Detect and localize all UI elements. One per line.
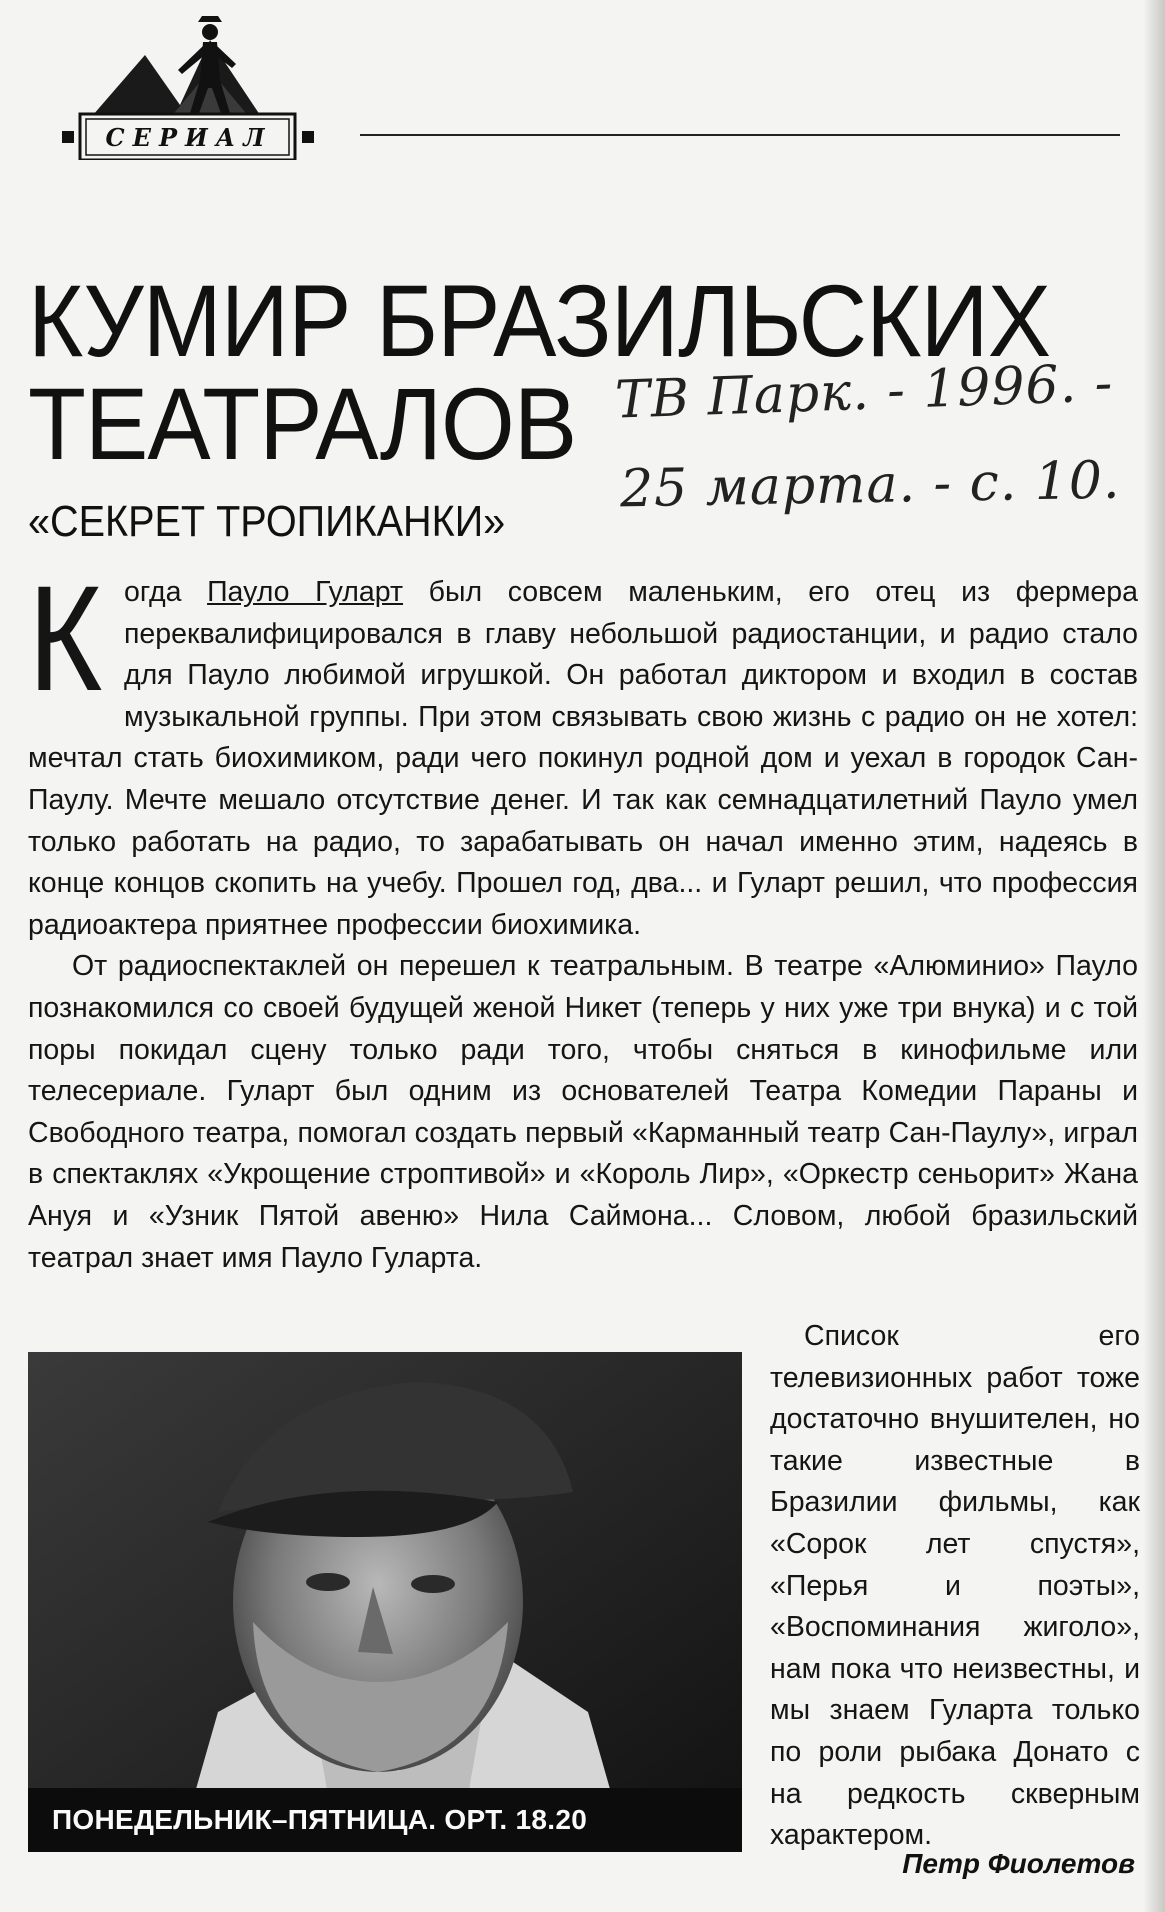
actor-photo: [28, 1352, 742, 1852]
paragraph-1-start: огда: [124, 576, 208, 608]
paragraph-3: Список его телевизионных работ тоже достаточно внушителен, но такие известные в Бразилии фильмы, как «Сорок лет спустя», «Перья и поэты», «Воспоминания жиголо», нам пока что неизвестны, и мы знаем Гуларта только по роли рыбака Донато с на редкость скверным характером.: [770, 1320, 1140, 1852]
handwritten-note-line-1: ТВ Парк. - 1996. -: [614, 353, 1115, 431]
rubric-divider: [360, 134, 1120, 136]
paragraph-1: [28, 554, 1138, 946]
paragraph-2: От радиоспектаклей он перешел к театральным. В театре «Алюминио» Пауло познакомился со своей будущей женой Никет (теперь у них уже три внука) и с той поры покидал сцену только ради того, чтобы сняться в кинофильме или телесериале. Гуларт был одним из основателей Театра Комедии Параны и Свободного театра, помогал создать первый «Карманный театр Сан-Паулу», играл в спектаклях «Укрощение строптивой» и «Король Лир», «Оркестр сеньорит» Жана Ануя и «Узник Пятой авеню» Нила Саймона... Словом, любой бразильский театрал знает имя Пауло Гуларта.: [28, 950, 1138, 1274]
subheadline: «СЕКРЕТ ТРОПИКАНКИ»: [28, 497, 506, 546]
rubric-label: СЕРИАЛ: [105, 122, 273, 152]
headline-line-2: ТЕАТРАЛОВ: [28, 367, 577, 481]
handwritten-note-line-2: 25 марта. - с. 10.: [619, 450, 1121, 520]
side-column: [770, 1316, 1140, 1857]
drop-cap: К: [28, 554, 103, 722]
scan-edge-shadow: [1143, 0, 1165, 1912]
headline-line-1: КУМИР БРАЗИЛЬСКИХ: [28, 264, 1051, 378]
article-body: [28, 554, 1138, 1279]
broadcast-schedule-caption: ПОНЕДЕЛЬНИК–ПЯТНИЦА. ОРТ. 18.20: [28, 1788, 742, 1852]
portrait-image: [28, 1352, 742, 1852]
author-byline: Петр Фиолетов: [902, 1848, 1135, 1879]
paragraph-1-rest: был совсем маленьким, его отец из фермера переквалифицировался в главу небольшой радиостанции, и радио стало для Пауло любимой игрушкой. Он работал диктором и входил в состав музыкальной группы. При этом связывать свою жизнь с радио он не хотел: мечтал стать биохимиком, ради чего покинул родной дом и уехал в городок Сан-Паулу. Мечте мешало отсутствие денег. И так как семнадцатилетний Пауло умел только работать на радио, то зарабатывать он начал именно этим, надеясь в конце концов скопить на учебу. Прошел год, два... и Гуларт решил, что профессия радиоактера приятнее профессии биохимика.: [28, 576, 1138, 941]
name-underlined: Пауло Гуларт: [207, 576, 404, 608]
